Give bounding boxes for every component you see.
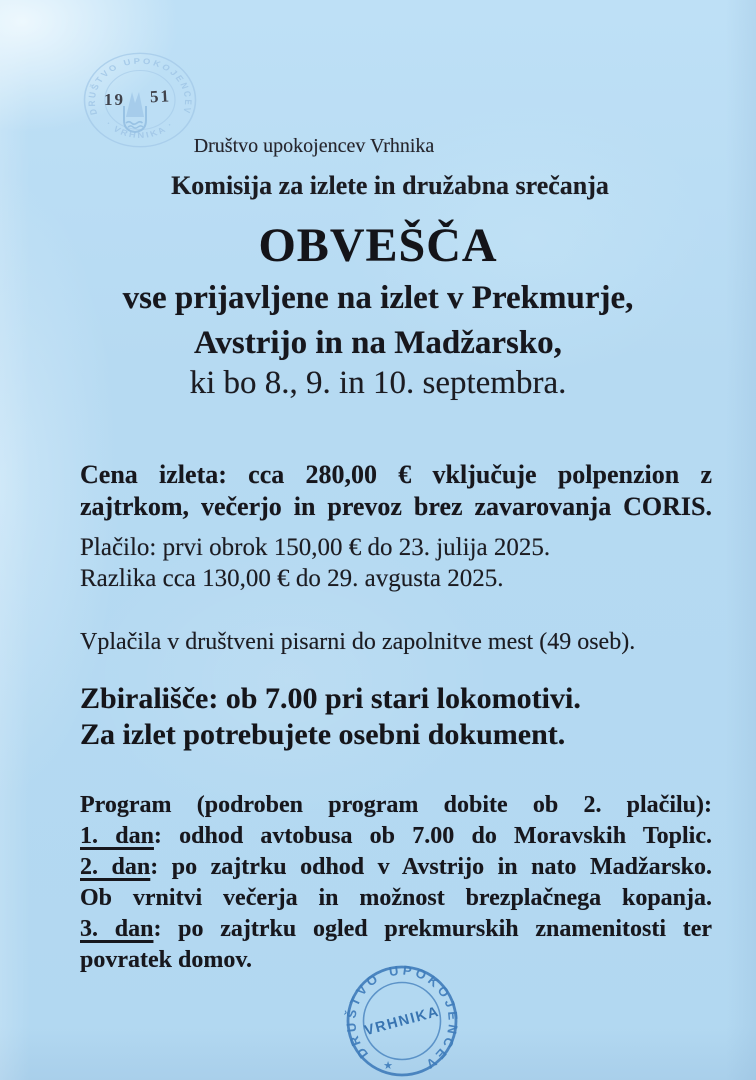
title-line-2: Avstrijo in na Madžarsko, bbox=[194, 325, 562, 361]
program-text: povratek domov. bbox=[80, 947, 253, 973]
founding-year-left: 19 bbox=[104, 90, 125, 109]
meeting-line-1: Zbirališče: ob 7.00 pri stari lokomotivi. bbox=[80, 682, 581, 715]
program-section bbox=[80, 790, 712, 976]
program-text: Program (podroben program dobite ob 2. plačilu): bbox=[80, 792, 712, 818]
program-day-label: 2. dan bbox=[80, 854, 151, 880]
program-text: : po zajtrku odhod v Avstrijo in nato Madžarsko. bbox=[150, 854, 712, 880]
program-text: Ob vrnitvi večerja in možnost brezplačnega kopanja. bbox=[80, 885, 712, 911]
deposit-info: Vplačila v društveni pisarni do zapolnitve mest (49 oseb). bbox=[80, 629, 636, 655]
ink-stamp-ring-text: DRUŠTVO UPOKOJENCEV bbox=[343, 962, 461, 1074]
payment-line-2: Razlika cca 130,00 € do 29. avgusta 2025. bbox=[80, 565, 504, 592]
payment-schedule bbox=[80, 532, 712, 594]
title-line-3: ki bo 8., 9. in 10. septembra. bbox=[189, 365, 567, 401]
title-line-1: vse prijavljene na izlet v Prekmurje, bbox=[122, 280, 634, 316]
organization-name: Društvo upokojencev Vrhnika bbox=[193, 135, 435, 157]
price-line-2: zajtrkom, večerjo in prevoz brez zavarovanja CORIS. bbox=[80, 492, 712, 521]
program-day-1 bbox=[80, 821, 712, 852]
program-day-2-cont bbox=[80, 883, 712, 914]
program-day-2 bbox=[80, 852, 712, 883]
program-day-label: 1. dan bbox=[80, 823, 154, 849]
meeting-info bbox=[80, 681, 712, 753]
ink-stamp-icon bbox=[340, 959, 464, 1080]
notice-title: OBVEŠČA bbox=[258, 219, 498, 272]
ink-stamp-star: ★ bbox=[383, 1060, 393, 1072]
program-heading bbox=[80, 790, 712, 821]
payment-line-1: Plačilo: prvi obrok 150,00 € do 23. julija 2025. bbox=[80, 534, 551, 561]
program-text: : odhod avtobusa ob 7.00 do Moravskih Toplic. bbox=[153, 823, 712, 849]
program-day-3 bbox=[80, 914, 712, 945]
vrhnika-emblem-icon bbox=[124, 92, 146, 132]
founding-year-right: 51 bbox=[149, 86, 172, 107]
stamp-ring-bottom-text: · VRHNIKA · bbox=[103, 119, 177, 140]
stamp-ring-top-text: DRUŠTVO UPOKOJENCEV bbox=[86, 56, 194, 116]
ink-stamp-center-text: VRHNIKA bbox=[362, 1003, 442, 1040]
committee-line: Komisija za izlete in družabna srečanja bbox=[171, 171, 609, 200]
price-paragraph bbox=[80, 459, 712, 523]
program-day-label: 3. dan bbox=[80, 916, 154, 942]
meeting-line-2: Za izlet potrebujete osebni dokument. bbox=[80, 718, 566, 751]
price-line-1: Cena izleta: cca 280,00 € vključuje polpenzion z bbox=[80, 460, 712, 489]
program-text: : po zajtrku ogled prekmurskih znamenitosti ter bbox=[153, 916, 713, 942]
